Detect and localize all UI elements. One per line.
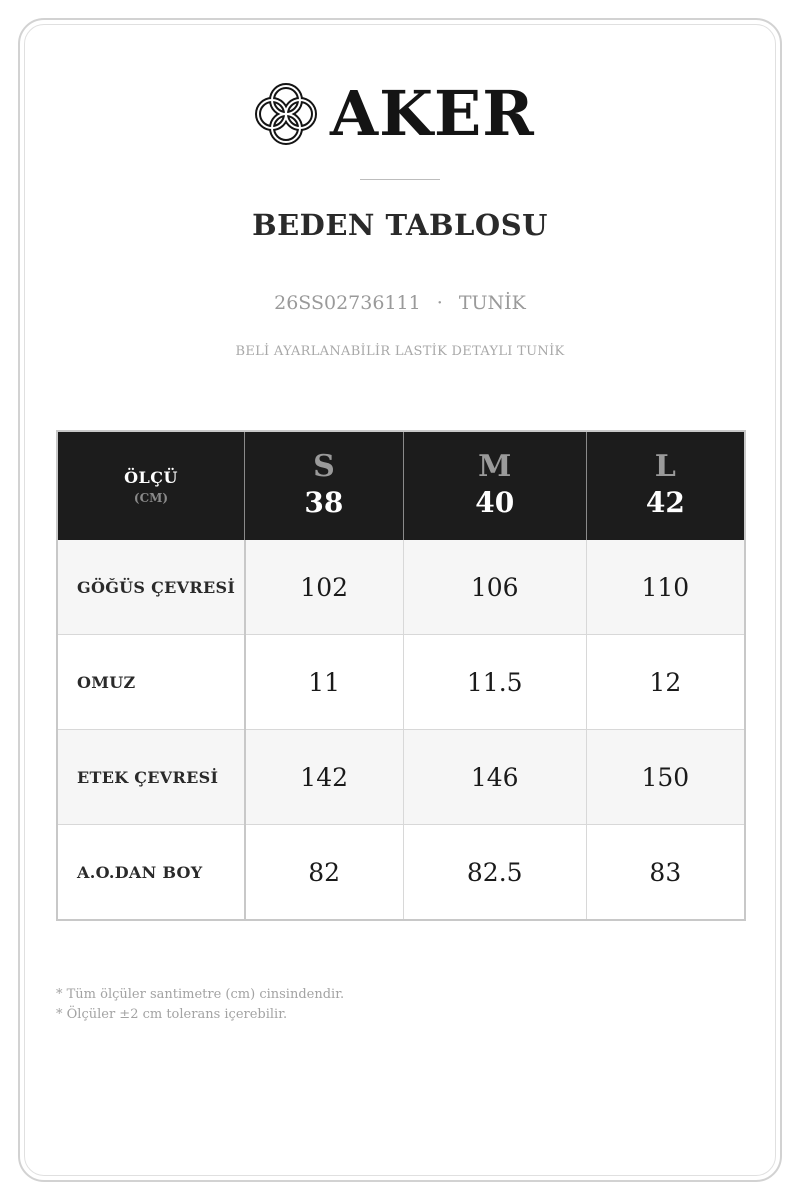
product-description: BELİ AYARLANABİLİR LASTİK DETAYLI TUNİK	[235, 344, 565, 359]
brand-name: AKER	[330, 77, 535, 150]
table-cell: 83	[586, 825, 745, 921]
product-line	[0, 292, 800, 314]
product-category: TUNİK	[458, 292, 526, 314]
header-size-s	[245, 431, 404, 540]
table-cell: 11	[245, 635, 404, 730]
row-label: ETEK ÇEVRESİ	[57, 730, 245, 825]
footnotes	[56, 985, 344, 1025]
table-row	[57, 635, 745, 730]
size-number: 38	[304, 486, 344, 519]
table-cell: 11.5	[403, 635, 586, 730]
table-row	[57, 540, 745, 635]
footnote: * Ölçüler ±2 cm tolerans içerebilir.	[56, 1007, 288, 1022]
size-letter: L	[654, 449, 676, 484]
title-divider	[360, 179, 440, 180]
table-cell: 102	[245, 540, 404, 635]
header-unit-label: (CM)	[133, 490, 169, 505]
table-cell: 12	[586, 635, 745, 730]
table-cell: 106	[403, 540, 586, 635]
header-size-m	[403, 431, 586, 540]
page-title: BEDEN TABLOSU	[252, 208, 548, 242]
brand-logo	[0, 78, 800, 150]
table-cell: 82.5	[403, 825, 586, 921]
table-cell: 82	[245, 825, 404, 921]
row-label: GÖĞÜS ÇEVRESİ	[57, 540, 245, 635]
size-letter: S	[313, 449, 335, 484]
row-label: A.O.DAN BOY	[57, 825, 245, 921]
product-separator: ·	[436, 292, 443, 314]
footnote: * Tüm ölçüler santimetre (cm) cinsindendir.	[56, 987, 345, 1002]
table-cell: 142	[245, 730, 404, 825]
header-measure-cell	[57, 431, 245, 540]
size-chart-table	[56, 430, 746, 921]
product-code: 26SS02736111	[274, 292, 421, 314]
table-header-row	[57, 431, 745, 540]
table-cell: 110	[586, 540, 745, 635]
size-number: 40	[475, 486, 515, 519]
header-size-l	[586, 431, 745, 540]
table-cell: 146	[403, 730, 586, 825]
table-cell: 150	[586, 730, 745, 825]
size-letter: M	[478, 449, 512, 484]
header-measure-label: ÖLÇÜ	[124, 467, 178, 487]
row-label: OMUZ	[57, 635, 245, 730]
size-number: 42	[645, 486, 685, 519]
table-row	[57, 825, 745, 921]
table-row	[57, 730, 745, 825]
knot-logo-icon	[252, 80, 320, 148]
